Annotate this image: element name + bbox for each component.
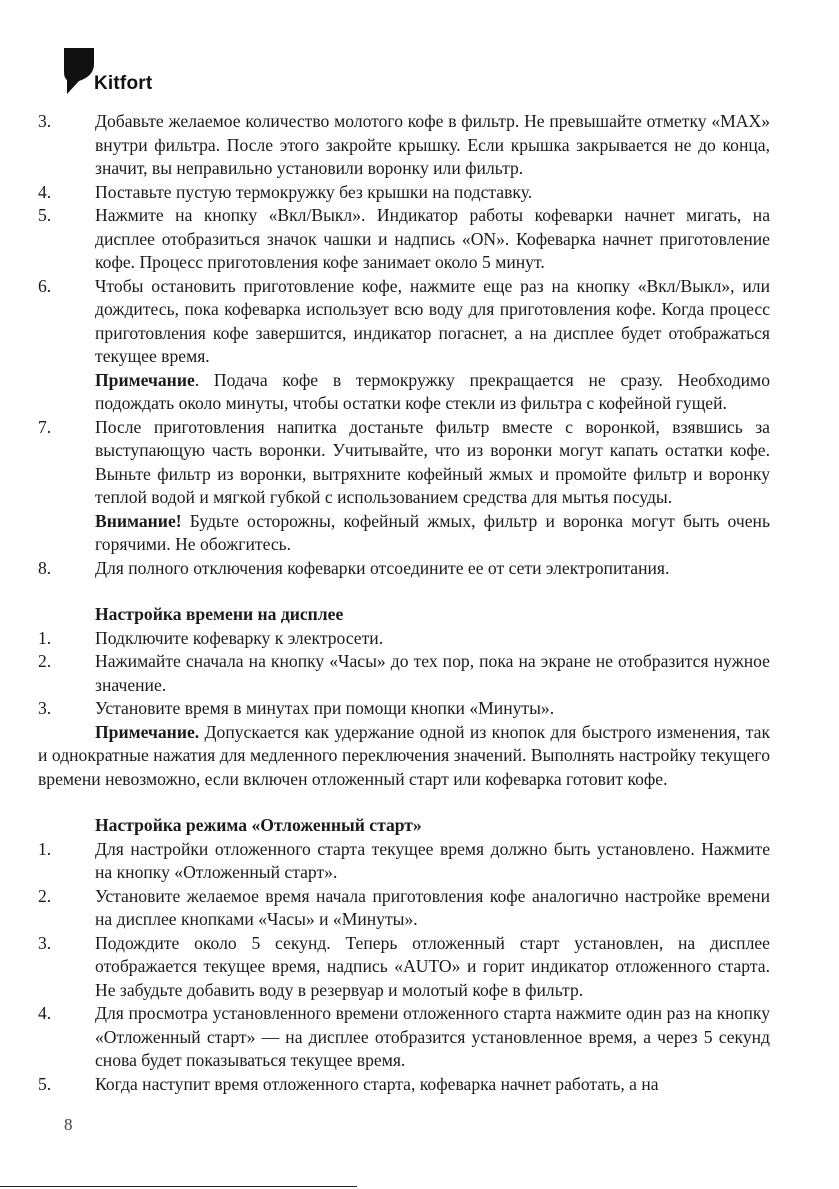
item-text: Подключите кофеварку к электросети.: [95, 627, 384, 648]
list-item: [38, 204, 770, 275]
steps-list-b: [38, 416, 770, 510]
warning-paragraph: [38, 510, 770, 557]
item-text: Подождите около 5 секунд. Теперь отложенный старт установлен, на дисплее отображается текущее время, надпись «AUTO» и горит индикатор отложенного старта. Не забудьте добавить воду в резервуар и молотый кофе в фильтр.: [95, 932, 770, 1000]
item-number: 3.: [38, 698, 52, 718]
item-text: Чтобы остановить приготовление кофе, нажмите еще раз на кнопку «Вкл/Выкл», или дождитесь, пока кофеварка использует всю воду для приготовления кофе. Когда процесс приготовления кофе завершится, индикатор погаснет, а на дисплее будет отображаться текущее время.: [95, 275, 770, 366]
item-number: 8.: [38, 557, 52, 578]
note-label: Примечание: [95, 369, 195, 390]
item-text: Добавьте желаемое количество молотого кофе в фильтр. Не превышайте отметку «MAX» внутри фильтра. После этого закройте крышку. Если крышка закрывается не до конца, значит, вы неправильно установили воронку или фильтр.: [95, 111, 770, 178]
item-number: 2.: [38, 651, 52, 671]
item-text: Поставьте пустую термокружку без крышки на подставку.: [95, 181, 533, 202]
item-text: Установите время в минутах при помощи кнопки «Минуты».: [95, 698, 555, 718]
list-item: [38, 110, 770, 181]
section-heading-time: Настройка времени на дисплее: [95, 604, 344, 624]
item-number: 4.: [38, 181, 52, 202]
item-text: Нажмите на кнопку «Вкл/Выкл». Индикатор работы кофеварки начнет мигать, на дисплее отобразиться значок чашки и надпись «ON». Кофеварка начнет приготовление кофе. Процесс приготовления кофе занимает около 5 минут.: [95, 205, 770, 272]
time-note-paragraph: [38, 721, 770, 792]
item-number: 6.: [38, 275, 52, 296]
time-steps-list: [38, 627, 770, 721]
brand-name: Kitfort: [94, 73, 153, 94]
list-item: [38, 275, 770, 369]
item-text: Для просмотра установленного времени отложенного старта нажмите один раз на кнопку «Отложенный старт» — на дисплее отобразится установленное время, а через 5 секунд снова будет показываться текущее время.: [95, 1003, 770, 1070]
list-item: [38, 932, 770, 1003]
item-text: Для настройки отложенного старта текущее время должно быть установлено. Нажмите на кнопку «Отложенный старт».: [95, 838, 770, 882]
page-number: 8: [64, 1115, 73, 1134]
steps-list-c: [38, 557, 770, 581]
list-item: [38, 557, 770, 581]
item-text: Установите желаемое время начала приготовления кофе аналогично настройке времени на дисплее кнопками «Часы» и «Минуты».: [95, 885, 770, 929]
note-text: . Подача кофе в термокружку прекращается не сразу. Необходимо подождать около минуты, чтобы остатки кофе стекли из фильтра с кофейной гущей.: [95, 369, 770, 413]
list-item: [38, 1002, 770, 1073]
note-label: Примечание.: [95, 721, 200, 742]
warning-text: Будьте осторожны, кофейный жмых, фильтр и воронка могут быть очень горячими. Не обожгитесь.: [95, 510, 770, 554]
section-heading-delayed-start: Настройка режима «Отложенный старт»: [95, 815, 422, 835]
list-item: [38, 885, 770, 932]
list-item: [38, 416, 770, 510]
item-number: 2.: [38, 885, 52, 906]
steps-list-a: [38, 110, 770, 369]
manual-text: [38, 110, 770, 1096]
item-text: После приготовления напитка достаньте фильтр вместе с воронкой, взявшись за выступающую часть воронки. Учитывайте, что из воронки могут капать остатки кофе. Выньте фильтр из воронки, вытряхните кофейный жмых и промойте фильтр и воронку теплой водой и мягкой губкой с использованием средства для мытья посуды.: [95, 416, 770, 507]
note-paragraph: [38, 369, 770, 416]
list-item: [38, 181, 770, 205]
item-number: 3.: [38, 111, 52, 131]
list-item: [38, 697, 770, 721]
list-item: [38, 838, 770, 885]
footer-divider: [0, 1186, 357, 1187]
list-item: [38, 650, 770, 697]
item-text: Для полного отключения кофеварки отсоедините ее от сети электропитания.: [95, 557, 670, 578]
item-number: 1.: [38, 627, 52, 648]
item-text: Когда наступит время отложенного старта, кофеварка начнет работать, а на: [95, 1073, 659, 1094]
warning-label: Внимание!: [95, 510, 182, 531]
item-number: 3.: [38, 932, 52, 953]
delayed-start-steps-list: [38, 838, 770, 1097]
list-item: [38, 1073, 770, 1097]
item-number: 4.: [38, 1003, 52, 1023]
item-text: Нажимайте сначала на кнопку «Часы» до тех пор, пока на экране не отобразится нужное значение.: [95, 651, 770, 695]
kitfort-logo-icon: [64, 48, 94, 94]
item-number: 1.: [38, 838, 52, 859]
item-number: 5.: [38, 1073, 52, 1094]
item-number: 7.: [38, 416, 52, 437]
note-text: Допускается как удержание одной из кнопок для быстрого изменения, так и однократные нажатия для медленного переключения значений. Выполнять настройку текущего времени невозможно, если включен отложенный старт или кофеварка готовит кофе.: [38, 721, 770, 789]
list-item: [38, 627, 770, 651]
item-number: 5.: [38, 205, 52, 225]
